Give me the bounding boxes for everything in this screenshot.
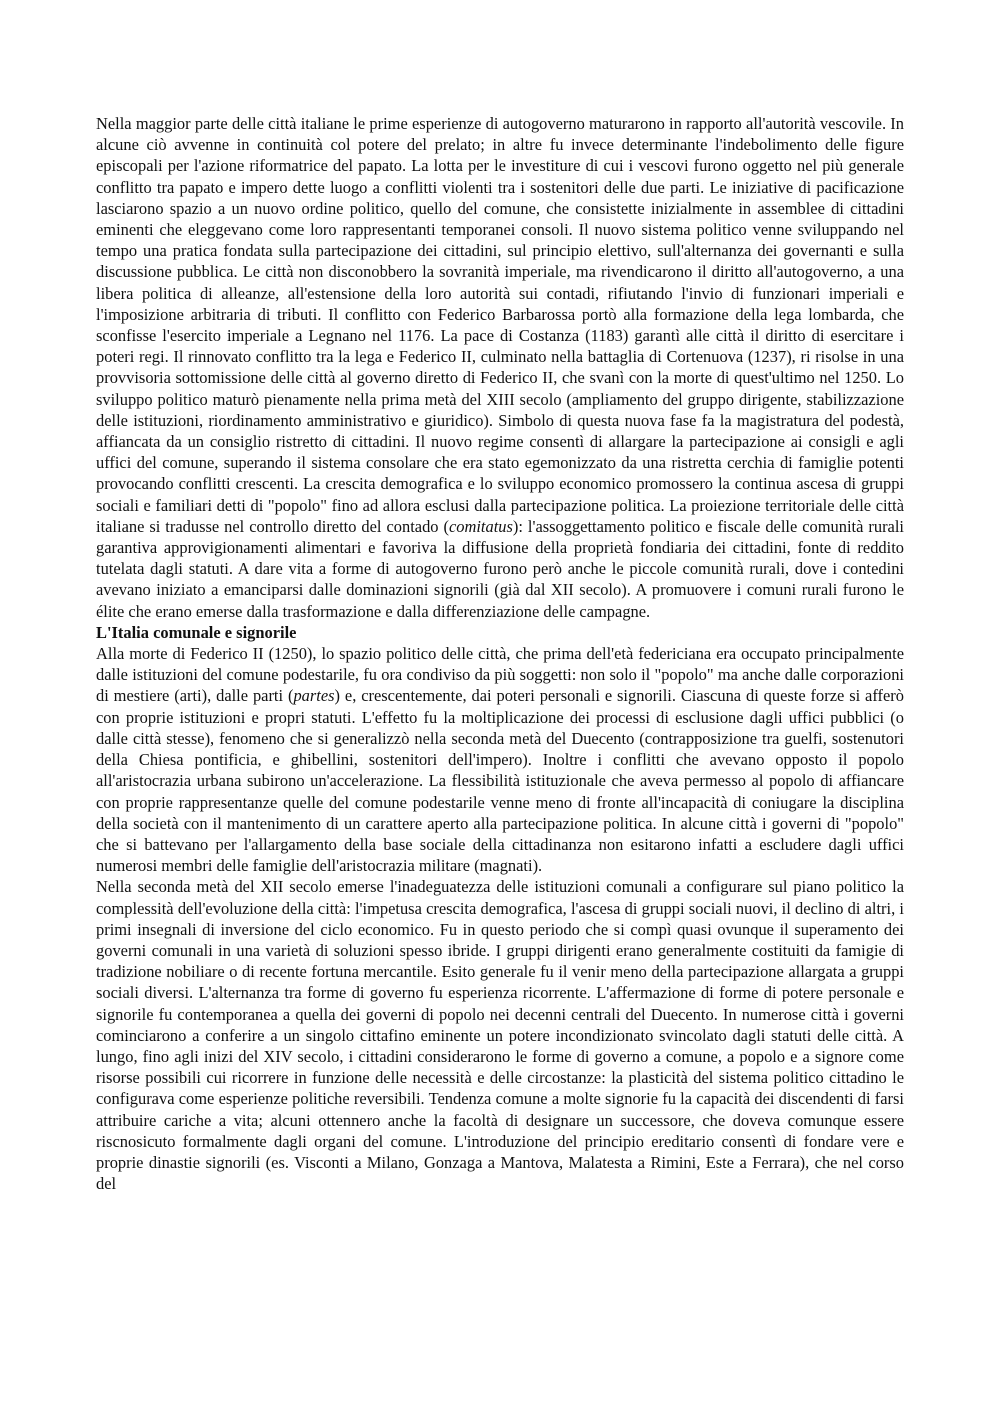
paragraph-federico xyxy=(96,643,904,876)
paragraph-text: Alla morte di Federico II (1250), lo spazio politico delle città, che prima dell'età federiciana era occupato principalmente dalle istituzioni del comune podestarile, fu ora condiviso da più soggetti: non solo il "popolo" ma anche dalle corporazioni di mestiere (arti), dalle parti ( xyxy=(96,644,904,706)
paragraph-text: ) e, crescentemente, dai poteri personali e signorili. Ciascuna di queste forze si afferò con proprie istituzioni e propri statuti. L'effetto fu la moltiplicazione dei processi di esclusione dagli uffici pubblici (o dalle città stesse), fenomeno che si generalizzò nella seconda metà del Duecento (contrapposizione tra guelfi, sostenutori della Chiesa pontificia, e ghibellini, sostenitori dell'impero). Inoltre i conflitti che avevano opposto il popolo all'aristocrazia urbana subirono un'accelerazione. La flessibilità istituzionale che aveva permesso al popolo di affiancare con proprie rappresentanze quelle del comune podestarile venne meno di fronte all'incapacità di coniugare la disciplina della società con il mantenimento di un carattere aperto alla partecipazione politica. In alcune città i governi di "popolo" che si battevano per l'allargamento della base sociale della cittadinanza non esitarono infatti a escludere dagli uffici numerosi membri delle famiglie dell'aristocrazia militare (magnati). xyxy=(96,686,904,876)
section-heading: L'Italia comunale e signorile xyxy=(96,622,297,642)
paragraph-signorie: Nella seconda metà del XII secolo emerse l'inadeguatezza delle istituzioni comunali a configurare sul piano politico la complessità dell'evoluzione della città: l'impetusa crescita demografica, l'ascesa di gruppi sociali nuovi, il declino di altri, i primi insegnali di inversione del ciclo economico. Fu in questo periodo che si compì quasi ovunque il superamento dei governi comunali in una varietà di soluzioni spesso ibride. I gruppi dirigenti erano generalmente costituiti da famigie di tradizione nobiliare o di recente fortuna mercantile. Esito generale fu il venir meno della partecipazione allargata a gruppi sociali diversi. L'alternanza tra forme di governo fu esperienza ricorrente. L'affermazione di forme di potere personale e signorile fu contemporanea a quella dei governi di popolo nei decenni centrali del Duecento. In numerose città i governi cominciarono a conferire a un singolo cittafino eminente un potere incondizionato svincolato dagli statuti delle città. A lungo, fino agli inizi del XIV secolo, i cittadini considerarono le forme di governo a comune, a popolo e a signore come risorse possibili cui ricorrere in funzione delle necessità e delle circostanze: la plasticità del sistema politico cittadino le configurava come esperienze politiche reversibili. Tendenza comune a molte signorie fu la capacità dei discendenti di farsi attribuire cariche a vita; alcuni ottennero anche la facoltà di designare un successore, che doveva comunque essere riscnosicuto formalmente dagli organi del comune. L'introduzione del principio ereditario consentì di fondare vere e proprie dinastie signorili (es. Visconti a Milano, Gonzaga a Mantova, Malatesta a Rimini, Este a Ferrara), che nel corso del xyxy=(96,877,904,1194)
paragraph-text: Nella maggior parte delle città italiane le prime esperienze di autogoverno maturarono in rapporto all'autorità vescovile. In alcune ciò avvenne in continuità col potere del prelato; in altre fu invece determinante l'indebolimento delle figure episcopali per l'azione riformatrice del papato. La lotta per le investiture di cui i vescovi furono oggetto nel più generale conflitto tra papato e impero dette luogo a conflitti violenti tra i sostenitori delle due parti. Le iniziative di pacificazione lasciarono spazio a un nuovo ordine politico, quello del comune, che consistette inizialmente in assemblee di cittadini eminenti che eleggevano come loro rappresentanti temporanei consoli. Il nuovo sistema politico venne sviluppando nel tempo una pratica fondata sulla partecipazione dei cittadini, sul principio elettivo, sull'alternanza dei governanti e sulla discussione pubblica. Le città non disconobbero la sovranità imperiale, ma rivendicarono il diritto all'autogoverno, a una libera politica di alleanze, all'estensione della loro autorità sui contadi, rifiutando l'invio di funzionari imperiali e l'imposizione arbitraria di tributi. Il conflitto con Federico Barbarossa portò alla formazione della lega lombarda, che sconfisse l'esercito imperiale a Legnano nel 1176. La pace di Costanza (1183) garantì alle città il diritto di esercitare i poteri regi. Il rinnovato conflitto tra la lega e Federico II, culminato nella battaglia di Cortenuova (1237), ri risolse in una provvisoria sottomissione delle città al governo diretto di Federico II, che svanì con la morte di quest'ultimo nel 1250. Lo sviluppo politico maturò pienamente nella prima metà del XIII secolo (ampliamento del gruppo dirigente, stabilizzazione delle istituzioni, riordinamento amministrativo e giuridico). Simbolo di questa nuova fase fa la magistratura del podestà, affiancata da un consiglio ristretto di cittadini. Il nuovo regime consentì di allargare la partecipazione ai consigli e agli uffici del comune, superando il sistema consolare che era stato egemonizzato da una ristretta cerchia di famiglie potenti provocando conflitti crescenti. La crescita demografica e lo sviluppo economico promossero la continua ascesa di gruppi sociali e familiari detti di "popolo" fino ad allora esclusi dalla partecipazione politica. La proiezione territoriale delle città italiane si tradusse nel controllo diretto del contado ( xyxy=(96,114,904,536)
italic-term: comitatus xyxy=(448,516,513,536)
paragraph-text: ): l'assoggettamento politico e fiscale delle comunità rurali garantiva approvigionamenti alimentari e favoriva la diffusione della proprietà fondiaria dei cittadini, fonte di reddito tutelata dagli statuti. A dare vita a forme di autogoverno furono però anche le piccole comunità rurali, dove i contedini avevano iniziato a emanciparsi dalle dominazioni signorili (già dal XII secolo). A promuovere i comuni rurali furono le élite che erano emerse dalla trasformazione e dalla differenziazione delle campagne. xyxy=(96,516,904,621)
paragraph-autogoverno xyxy=(96,113,904,622)
italic-term: partes xyxy=(293,686,335,706)
